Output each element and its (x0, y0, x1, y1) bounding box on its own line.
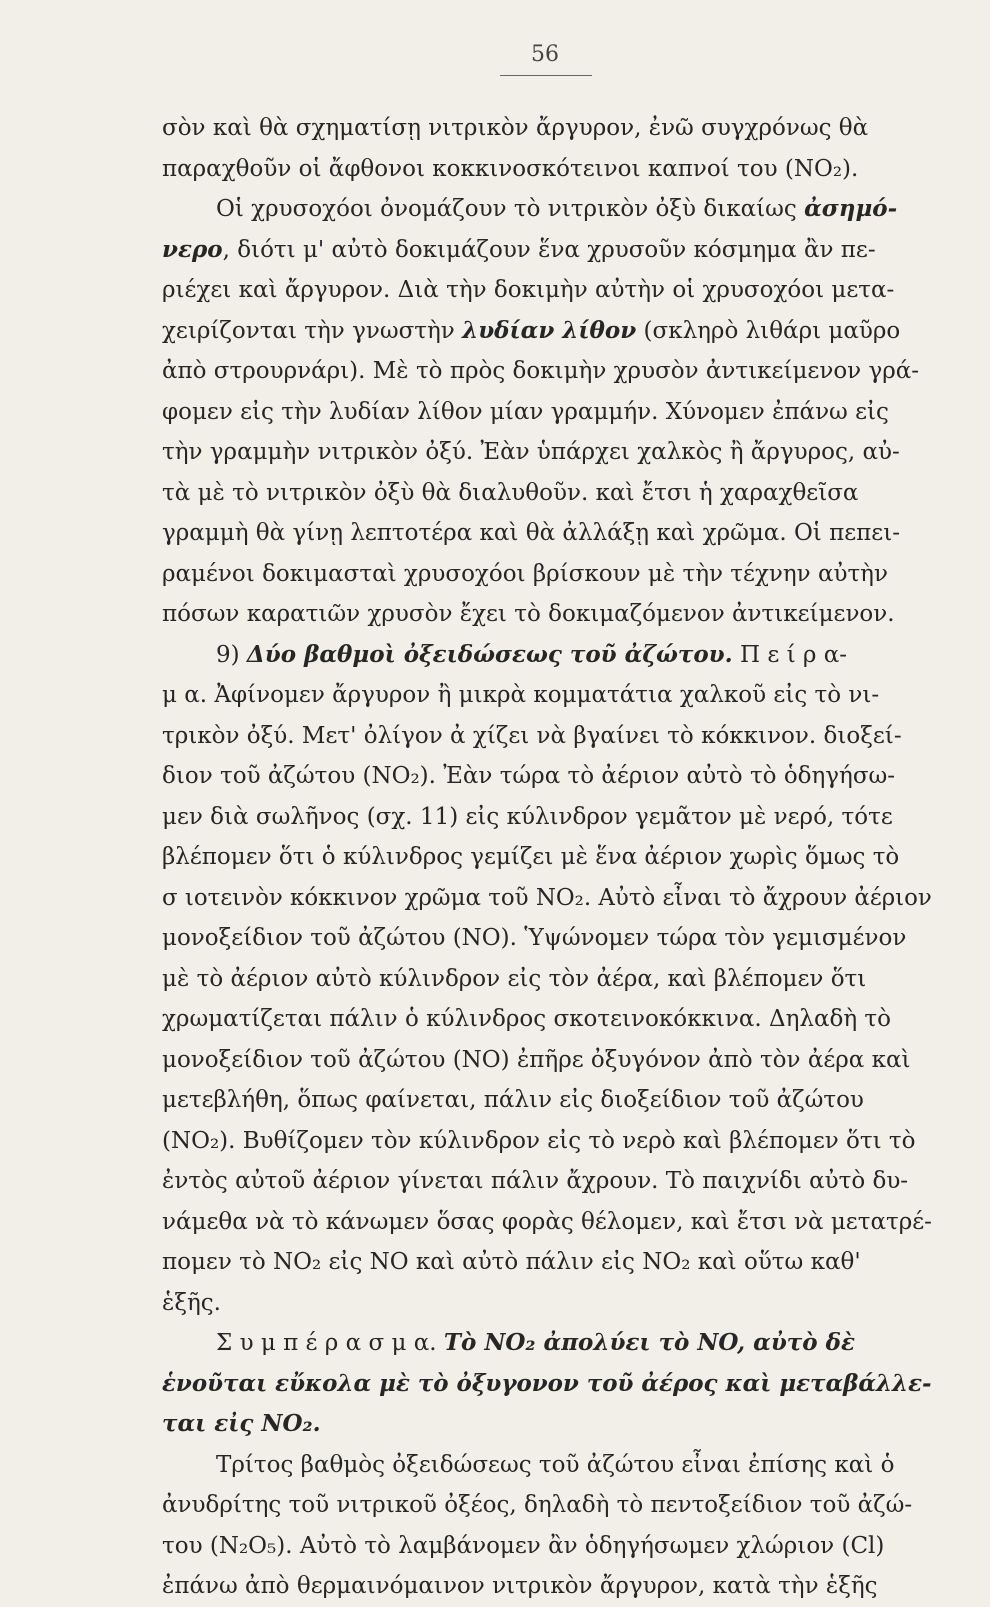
header-rule (500, 75, 592, 76)
text-line: ἐντὸς αὐτοῦ ἀέριον γίνεται πάλιν ἄχρουν. Τὸ παιχνίδι αὐτὸ δυ- (162, 1168, 909, 1194)
text-line: ραμένοι δοκιμασταὶ χρυσοχόοι βρίσκουν μὲ τὴν τέχνην αὐτὴν (162, 560, 888, 587)
text-line: ἑξῆς. (162, 1289, 221, 1316)
text-line: ἀπὸ στρουρνάρι). Μὲ τὸ πρὸς δοκιμὴν χρυσὸν ἀντικείμενον γρά- (162, 358, 920, 384)
text-line: μονοξείδιον τοῦ ἀζώτου (NO) ἐπῆρε ὀξυγόνον ἀπὸ τὸν ἀέρα καὶ (162, 1046, 911, 1073)
text-line: τὴν γραμμὴν νιτρικὸν ὀξύ. Ἐὰν ὑπάρχει χαλκὸς ἢ ἄργυρος, αὐ- (162, 439, 900, 465)
text-line: παραχθοῦν οἱ ἄφθονοι κοκκινοσκότεινοι καπνοί του (NO₂). (162, 155, 859, 182)
text-line: μ α. Ἀφίνομεν ἄργυρον ἢ μικρὰ κομματάτια χαλκοῦ εἰς τὸ νι- (162, 682, 880, 708)
text-line: ἐπάνω ἀπὸ θερμαινόμαινον νιτρικὸν ἄργυρον, κατὰ τὴν ἑξῆς (162, 1573, 878, 1599)
text-line: πομεν τὸ NO₂ εἰς NO καὶ αὐτὸ πάλιν εἰς NO₂ καὶ οὕτω καθ' (162, 1249, 861, 1275)
section-heading-line: 9) Δύο βαθμοὶ ὀξειδώσεως τοῦ ἀζώτου. Π ε ί ρ α- (216, 640, 848, 668)
text-line: μετεβλήθη, ὅπως φαίνεται, πάλιν εἰς διοξείδιον τοῦ ἀζώτου (162, 1087, 864, 1113)
text-line: ριέχει καὶ ἄργυρον. Διὰ τὴν δοκιμὴν αὐτὴν οἱ χρυσοχόοι μετα- (162, 277, 895, 303)
page-number: 56 (531, 42, 559, 67)
text-line: του (N₂O₅). Αὐτὸ τὸ λαμβάνομεν ἂν ὁδηγήσωμεν χλώριον (Cl) (162, 1532, 885, 1559)
section-heading: Δύο βαθμοὶ ὀξειδώσεως τοῦ ἀζώτου. (246, 640, 733, 668)
text-line: σ ιοτεινὸν κόκκινον χρῶμα τοῦ NO₂. Αὐτὸ εἶναι τὸ ἄχρουν ἀέριον (162, 884, 932, 911)
text-line: χειρίζονται τὴν γνωστὴν λυδίαν λίθον (σκληρὸ λιθάρι μαῦρο (162, 316, 901, 344)
conclusion-line (162, 1364, 932, 1405)
text-line: τρικὸν ὀξύ. Μετ' ὀλίγον ἀ χίζει νὰ βγαίνει τὸ κόκκινον. διοξεί- (162, 722, 902, 749)
conclusion-text: ται εἰς NO₂. (162, 1410, 321, 1437)
text-line: μεν διὰ σωλῆνος (σχ. 11) εἰς κύλινδρον γεμᾶτον μὲ νερό, τότε (162, 803, 893, 830)
paragraph-start: Τρίτος βαθμὸς ὀξειδώσεως τοῦ ἀζώτου εἶναι ἐπίσης καὶ ὁ (216, 1451, 895, 1478)
conclusion-line (162, 1404, 932, 1445)
body-text (162, 108, 932, 1607)
text-line: χρωματίζεται πάλιν ὁ κύλινδρος σκοτεινοκόκκινα. Δηλαδὴ τὸ (162, 1006, 891, 1032)
text-line: νάμεθα νὰ τὸ κάνωμεν ὅσας φορὰς θέλομεν, καὶ ἔτσι νὰ μετατρέ- (162, 1208, 932, 1235)
text-line: γραμμὴ θὰ γίνῃ λεπτοτέρα καὶ θὰ ἀλλάξῃ καὶ χρῶμα. Οἱ πεπει- (162, 520, 900, 546)
text-line: μὲ τὸ ἀέριον αὐτὸ κύλινδρον εἰς τὸν ἀέρα, καὶ βλέπομεν ὅτι (162, 965, 867, 992)
text-line: φομεν εἰς τὴν λυδίαν λίθον μίαν γραμμήν. Χύνομεν ἐπάνω εἰς (162, 398, 889, 425)
emphasis: ἀσημό- (804, 195, 898, 222)
emphasis: λυδίαν λίθον (462, 316, 637, 344)
emphasis: νερο (162, 235, 223, 263)
text-line: βλέπομεν ὅτι ὁ κύλινδρος γεμίζει μὲ ἕνα ἀέριον χωρὶς ὅμως τὸ (162, 844, 900, 870)
text-line: τὰ μὲ τὸ νιτρικὸν ὀξὺ θὰ διαλυθοῦν. καὶ ἔτσι ἡ χαραχθεῖσα (162, 479, 859, 506)
conclusion-line: Σ υ μ π έ ρ α σ μ α. Τὸ NO₂ ἀπολύει τὸ NO, αὐτὸ δὲ (216, 1329, 855, 1356)
text-line: μονοξείδιον τοῦ ἀζώτου (NO). Ὑψώνομεν τώρα τὸν γεμισμένον (162, 925, 907, 951)
conclusion-text: Τὸ NO₂ ἀπολύει τὸ NO, αὐτὸ δὲ (443, 1329, 855, 1356)
text-line: πόσων καρατιῶν χρυσὸν ἔχει τὸ δοκιμαζόμενον ἀντικείμενον. (162, 601, 895, 627)
text-line: νερο, διότι μ' αὐτὸ δοκιμάζουν ἕνα χρυσοῦν κόσμημα ἂν πε- (162, 235, 876, 263)
text-line: σὸν καὶ θὰ σχηματίσῃ νιτρικὸν ἄργυρον, ἐνῶ συγχρόνως θὰ (162, 115, 869, 141)
text-line: διον τοῦ ἀζώτου (NO₂). Ἐὰν τώρα τὸ ἀέριον αὐτὸ τὸ ὁδηγήσω- (162, 763, 896, 789)
conclusion-text: ἑνοῦται εὔκολα μὲ τὸ ὀξυγονον τοῦ ἀέρος καὶ μεταβάλλε- (162, 1369, 932, 1397)
text-line: ἀνυδρίτης τοῦ νιτρικοῦ ὀξέος, δηλαδὴ τὸ πεντοξείδιον τοῦ ἀζώ- (162, 1492, 913, 1518)
text-line: (NO₂). Βυθίζομεν τὸν κύλινδρον εἰς τὸ νερὸ καὶ βλέπομεν ὅτι τὸ (162, 1127, 916, 1154)
paragraph-start: Οἱ χρυσοχόοι ὀνομάζουν τὸ νιτρικὸν ὀξὺ δικαίως ἀσημό- (216, 195, 898, 222)
